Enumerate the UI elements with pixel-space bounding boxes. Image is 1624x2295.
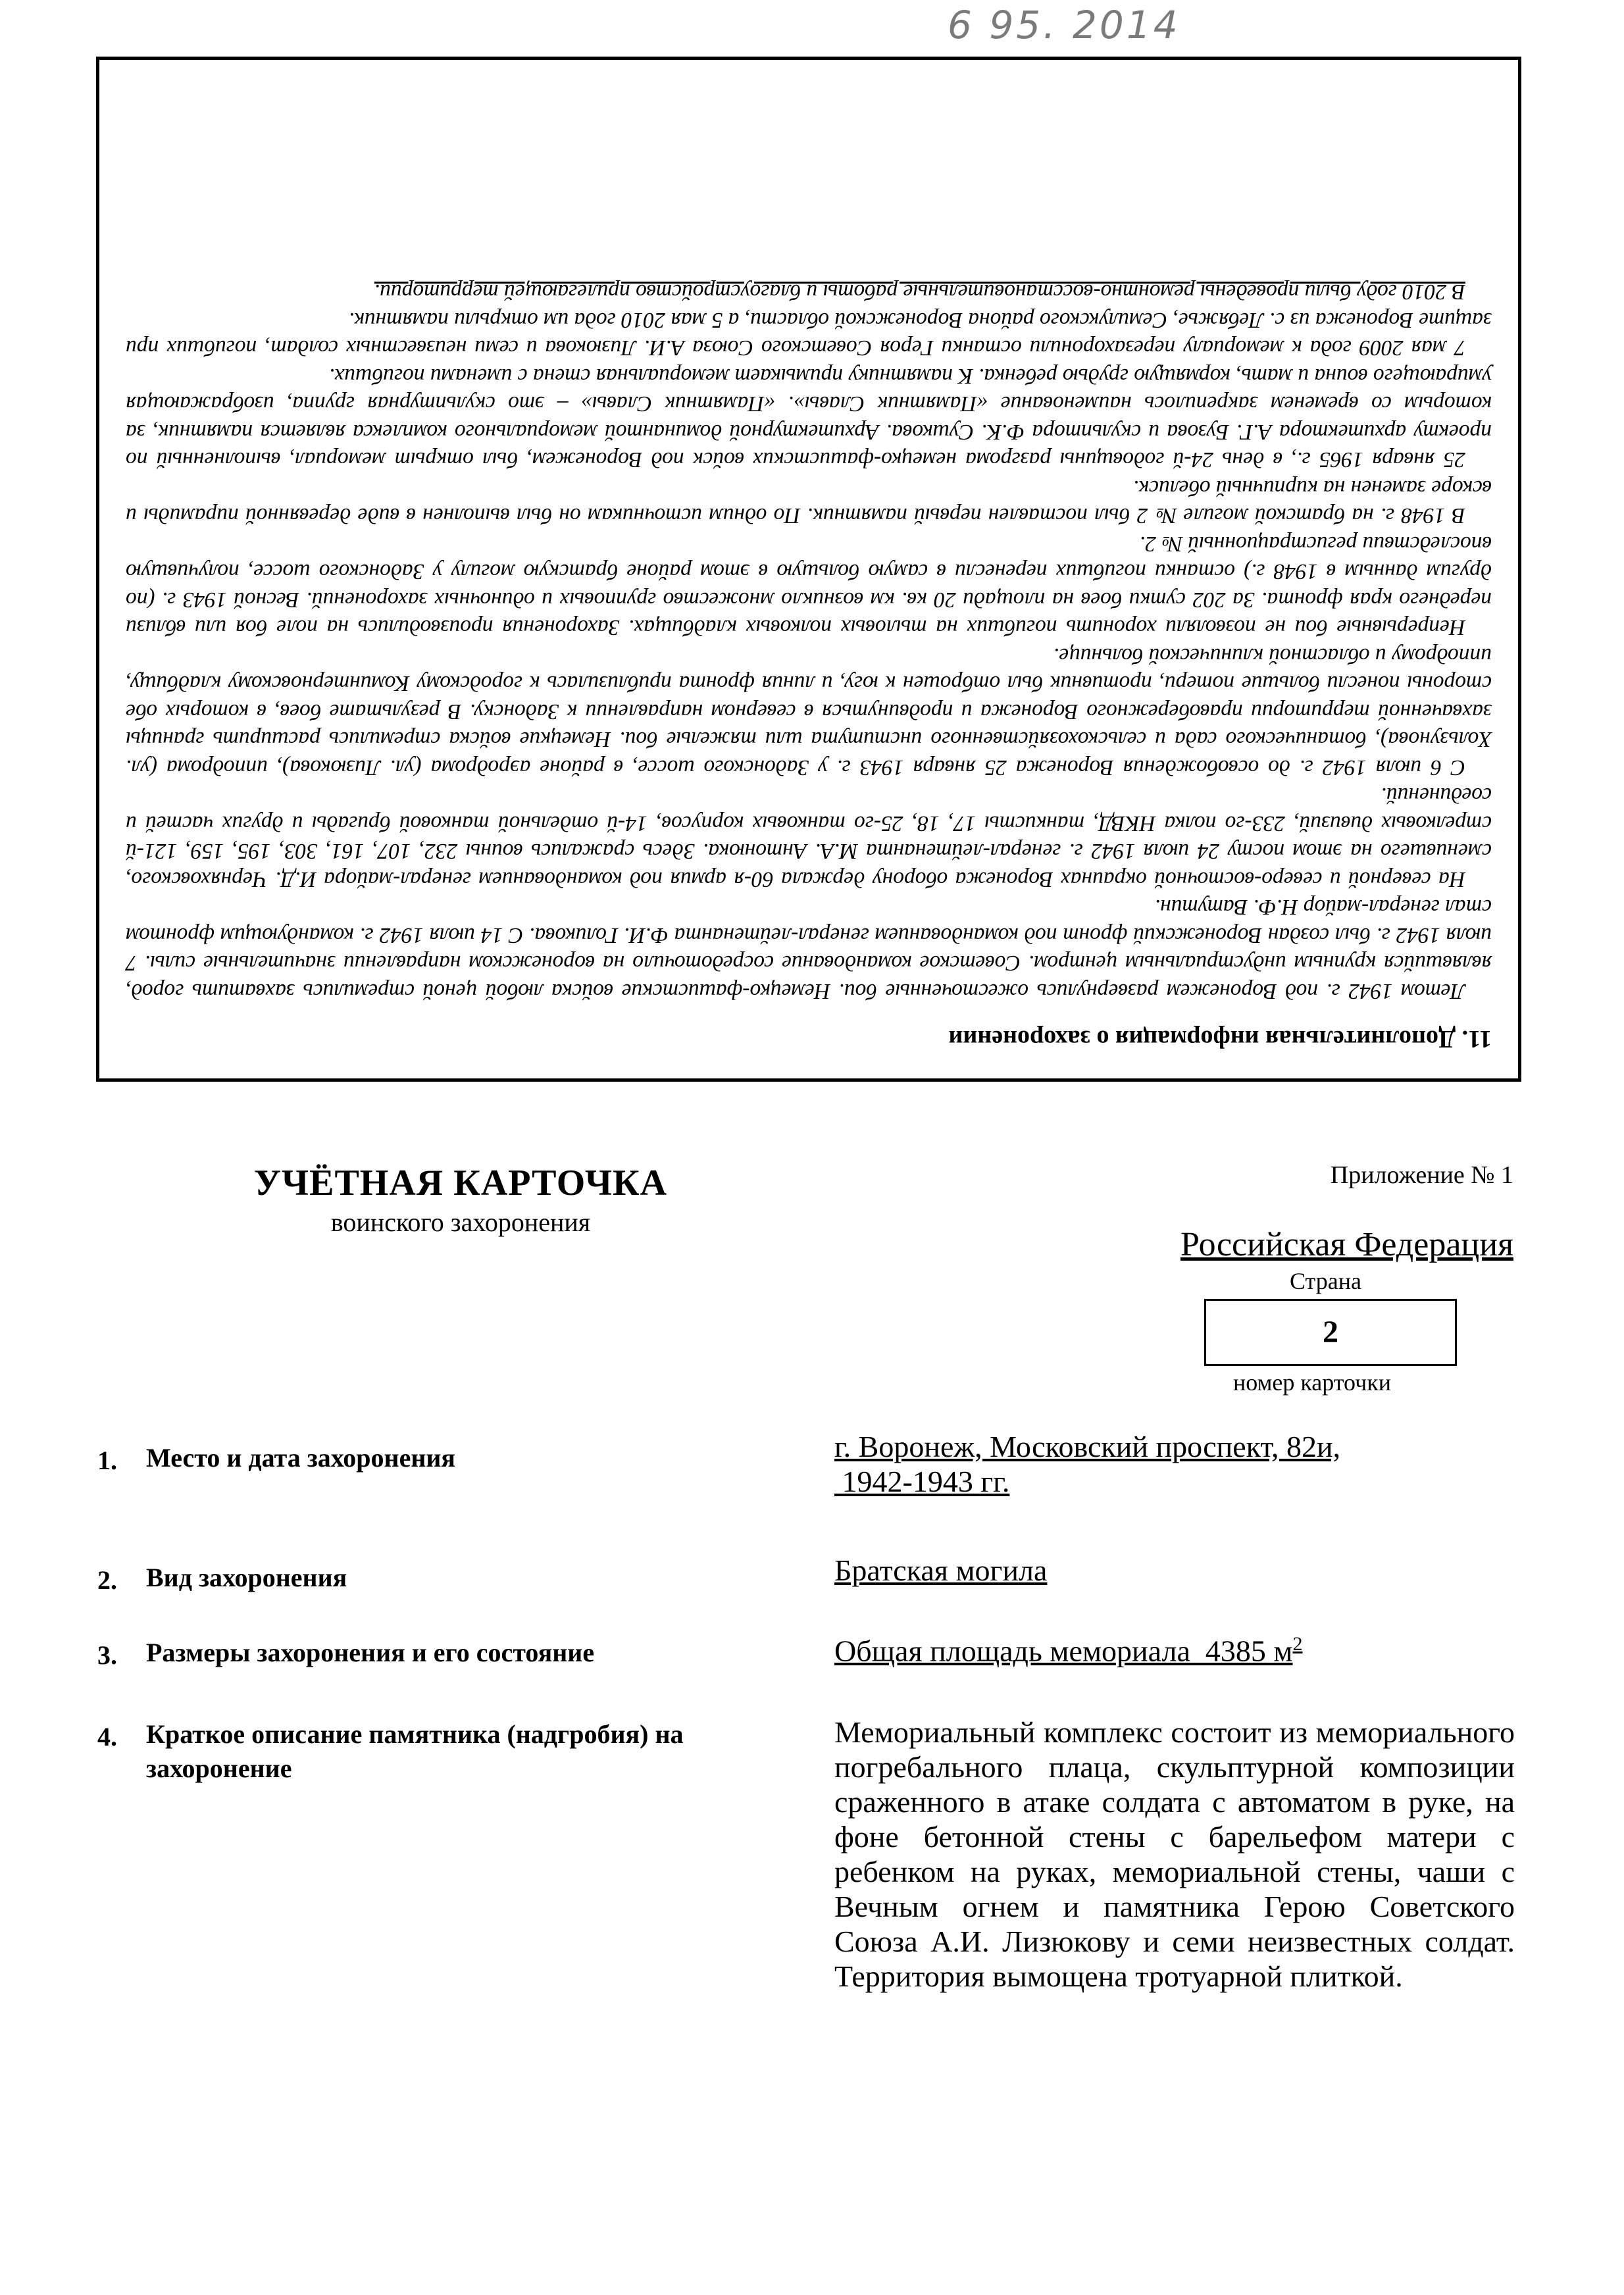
row-number: 1.	[97, 1446, 117, 1475]
row-number: 3.	[97, 1640, 117, 1670]
card-heading	[250, 1162, 671, 1238]
burial-place-line: г. Воронеж, Московский проспект, 82и,	[834, 1430, 1341, 1463]
row-label: Место и дата захоронения	[146, 1443, 456, 1473]
burial-place-value	[834, 1429, 1515, 1499]
additional-info-paragraph: С 6 июля 1942 г. до освобождения Воронежа 25 января 1943 г. у Задонского шоссе, в районе аэродрома (ул. Лизюкова), ипподрома (ул. Хользунова), ботанического сада и сельскохозяйственного института шли тяжелые бои. Немецкие войска стремились расширить границы захваченной территории правобережного Воронежа и продвинуться в северном направлении к Задонску. В результате боев, в которых обе стороны понесли большие потери, противник был отброшен к югу, и линия фронта приблизилась к городскому Коминтерновскому кладбищу, ипподрому и областной клинической больнице.	[126, 643, 1492, 780]
additional-info-title: 11. Дополнительная информация о захоронении	[948, 1025, 1492, 1053]
row-label: Вид захоронения	[146, 1563, 347, 1592]
country-value: Российская Федерация	[1180, 1226, 1513, 1263]
additional-info-paragraph: Непрерывные бои не позволяли хоронить погибших на тыловых полковых кладбищах. Захоронения производились на поле боя или вблизи переднего края фронта. За 202 сутки боев на площади 20 кв. км возникло множество групповых и одиночных захоронений. Весной 1943 г. (по другим данным в 1948 г.) останки погибших перенесли в самую большую в этом районе братскую могилу у Задонского шоссе, получившую впоследствии регистрационный № 2.	[126, 532, 1492, 640]
additional-info-paragraph: 7 мая 2009 года к мемориалу перезахоронили останки Героя Советского Союза А.И. Лизюкова и семи неизвестных солдат, погибших при защите Воронежа из с. Лебяжье, Семилукского района Воронежской области, а 5 мая 2010 года им открыли памятник.	[126, 308, 1492, 361]
row-label: Размеры захоронения и его состояние	[146, 1638, 595, 1667]
additional-info-rotated	[99, 60, 1518, 1078]
appendix-label: Приложение № 1	[1330, 1161, 1513, 1189]
row-number: 2.	[97, 1565, 117, 1595]
burial-date-line: 1942-1943 гг.	[834, 1465, 1010, 1498]
monument-description-value: Мемориальный комплекс состоит из мемориального погребального плаца, скульптурной композиции сраженного в атаке солдата с автоматом в руке, на фоне бетонной стены с барельефом матери с ребенком на руках, мемориальной стены, чаши с Вечным огнем и памятника Герою Советского Союза А.И. Лизюкову и семи неизвестных солдат. Территория вымощена тротуарной плиткой.	[834, 1715, 1515, 1993]
additional-info-paragraph: На северной и северо-восточной окраинах Воронежа оборону держала 60-я армия под командованием генерал-майора И.Д. Черняховского, сменившего на этом посту 24 июля 1942 г. генерал-лейтенанта М.А. Антонюка. Здесь сражались воины 232, 107, 161, 303, 195, 159, 121-й стрелковых дивизий, 233-го полка НКВД, танкисты 17, 18, 25-го танковых корпусов, 14-й отдельной танковой бригады и других частей и соединений.	[126, 783, 1492, 892]
burial-size-text: Общая площадь мемориала 4385 м	[834, 1634, 1293, 1668]
burial-size-unit-sup: 2	[1292, 1633, 1303, 1655]
additional-info-paragraph: 25 января 1965 г., в день 24-й годовщины разгрома немецко-фашистских войск под Воронежем, был открыт мемориал, выполненный по проекту архитектора А.Г. Бузова и скульптора Ф.К. Сушкова. Архитектурной доминантой мемориального комплекса является памятник, за которым со временем закрепилось наименование «Памятник Славы». «Памятник Славы» – это скульптурная группа, изображающая умирающего воина и мать, кормящую грудью ребенка. К памятнику примыкает мемориальная стена с именами погибших.	[126, 364, 1492, 472]
burial-type-value: Братская могила	[834, 1553, 1048, 1587]
card-number-caption: номер карточки	[1233, 1369, 1391, 1396]
additional-info-paragraph: В 1948 г. на братской могиле № 2 был поставлен первый памятник. По одним источникам он был выполнен в виде деревянной пирамиды и вскоре заменен на кирпичный обелиск.	[126, 476, 1492, 528]
card-number-box	[1204, 1299, 1457, 1366]
burial-size-value	[834, 1627, 1515, 1668]
archive-stamp: 6 95. 2014	[948, 3, 1180, 47]
row-label: Краткое описание памятника (надгробия) на захоронение	[146, 1719, 684, 1783]
card-number: 2	[1323, 1315, 1338, 1349]
country-caption: Страна	[1290, 1268, 1361, 1294]
additional-info-paragraph: В 2010 году были проведены ремонтно-восстановительные работы и благоустройство прилегающей территории.	[374, 280, 1465, 305]
additional-info-paragraph: Летом 1942 г. под Воронежем развернулись ожесточенные бои. Немецко-фашистские войска любой ценой стремились захватить город, являвшийся крупным индустриальным центром. Советское командование сосредоточило на воронежском направлении значительные силы. 7 июля 1942 г. был создан Воронежский фронт под командованием генерал-лейтенанта Ф.И. Голикова. С 14 июля 1942 г. командующим фронтом стал генерал-майор Н.Ф. Ватутин.	[126, 895, 1492, 1003]
card-title: УЧЁТНАЯ КАРТОЧКА	[253, 1163, 668, 1203]
card-subtitle: воинского захоронения	[330, 1207, 591, 1237]
additional-info-box	[96, 57, 1521, 1082]
row-number: 4.	[97, 1722, 117, 1752]
